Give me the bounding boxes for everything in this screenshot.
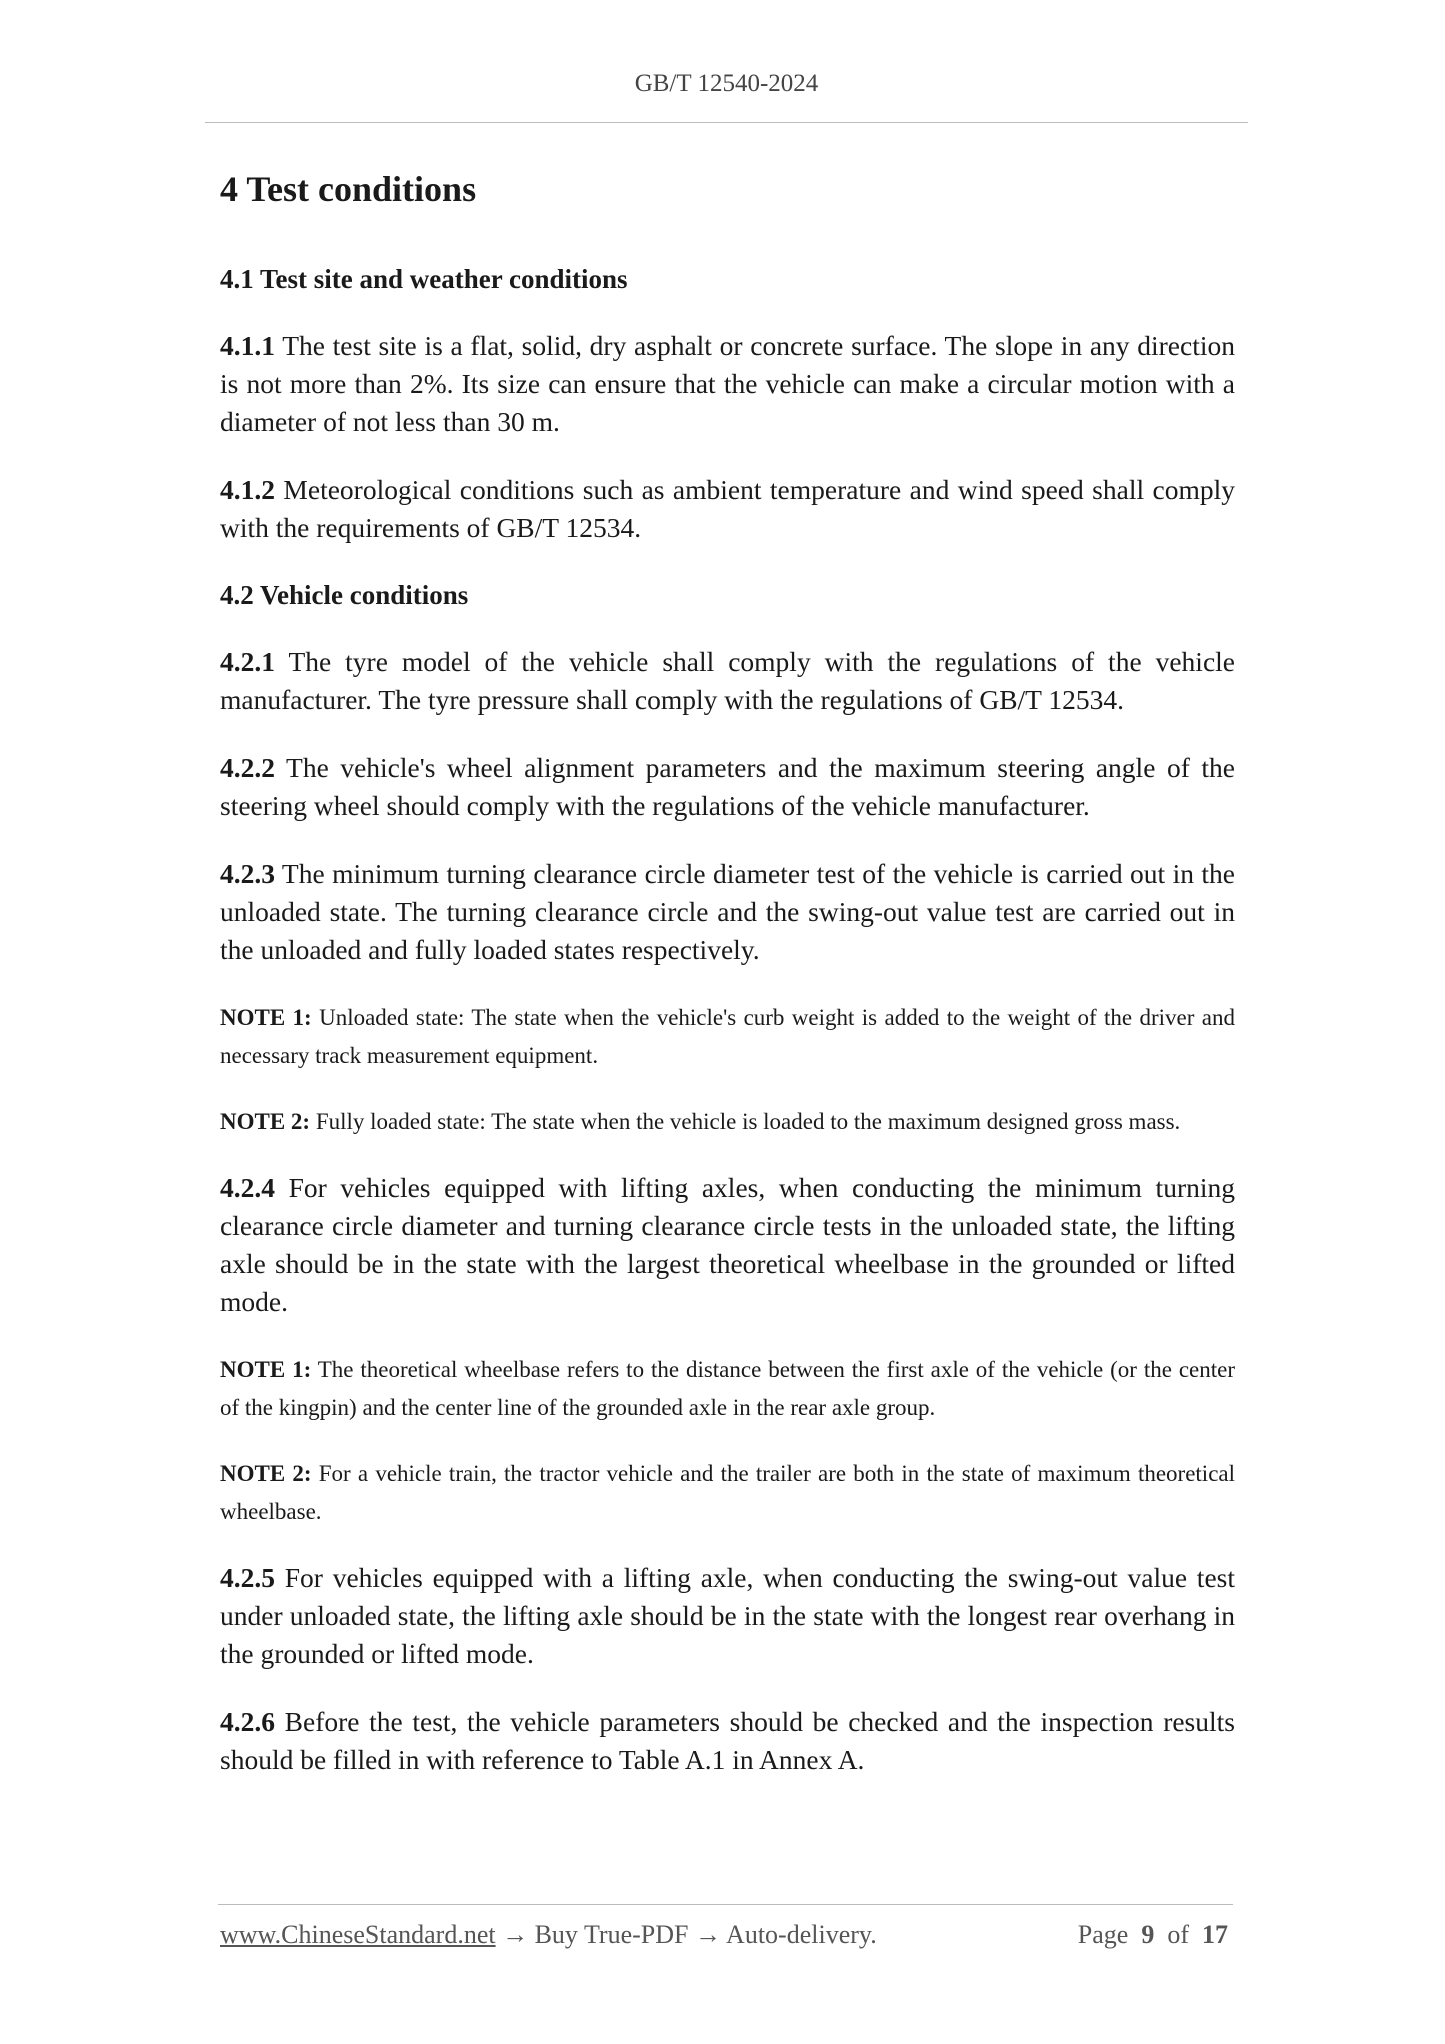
clause-number: 4.2.5: [220, 1561, 275, 1593]
clause-text: For vehicles equipped with a lifting axle, when conducting the swing-out value test under unloaded state, the lifting axle should be in the state with the longest rear overhang in the grounded or lifted mode.: [220, 1561, 1235, 1669]
clause-4-1-2: [220, 471, 1235, 547]
clause-number: 4.2.2: [220, 751, 275, 783]
clause-text: The tyre model of the vehicle shall comply with the regulations of the vehicle manufacturer. The tyre pressure shall comply with the regulations of GB/T 12534.: [220, 645, 1235, 715]
header-divider: [205, 122, 1248, 123]
clause-4-2-2: [220, 749, 1235, 825]
clause-number: 4.2.1: [220, 645, 275, 677]
clause-number: 4.2.4: [220, 1171, 275, 1203]
note-text: Unloaded state: The state when the vehicle's curb weight is added to the weight of the driver and necessary track measurement equipment.: [220, 1004, 1235, 1068]
clause-text: The minimum turning clearance circle diameter test of the vehicle is carried out in the unloaded state. The turning clearance circle and the swing-out value test are carried out in the unloaded and fully loaded states respectively.: [220, 857, 1235, 965]
clause-4-2-6: [220, 1703, 1235, 1779]
note-4-2-3-2: [220, 1103, 1235, 1141]
note-text: For a vehicle train, the tractor vehicle and the trailer are both in the state of maximum theoretical wheelbase.: [220, 1460, 1235, 1524]
document-body: [220, 168, 1235, 1809]
clause-4-2-1: [220, 643, 1235, 719]
footer-left: [220, 1920, 877, 1950]
subsection-title-4-2: 4.2 Vehicle conditions: [220, 579, 469, 610]
footer-divider: [218, 1904, 1233, 1905]
note-label: NOTE 2:: [220, 1460, 312, 1486]
subsection-title-4-1: 4.1 Test site and weather conditions: [220, 264, 628, 295]
section-title: 4 Test conditions: [220, 169, 477, 209]
clause-number: 4.1.2: [220, 473, 275, 505]
page-indicator: [1078, 1920, 1228, 1950]
clause-4-2-4: [220, 1169, 1235, 1321]
page-total: 17: [1202, 1920, 1228, 1949]
clause-number: 4.2.3: [220, 857, 275, 889]
note-label: NOTE 2:: [220, 1108, 311, 1134]
page-label: Page: [1077, 1920, 1129, 1949]
note-4-2-3-1: [220, 999, 1235, 1075]
page-header: GB/T 12540-2024: [634, 70, 819, 97]
note-label: NOTE 1:: [220, 1004, 312, 1030]
clause-number: 4.1.1: [220, 329, 275, 361]
clause-4-2-3: [220, 855, 1235, 969]
note-4-2-4-2: [220, 1455, 1235, 1531]
footer-tagline: → Buy True-PDF → Auto-delivery.: [495, 1920, 877, 1949]
note-text: The theoretical wheelbase refers to the distance between the first axle of the vehicle (or the center of the kingpin) and the center line of the grounded axle in the rear axle group.: [220, 1356, 1235, 1420]
clause-text: For vehicles equipped with lifting axles, when conducting the minimum turning clearance circle diameter and turning clearance circle tests in the unloaded state, the lifting axle should be in the state with the largest theoretical wheelbase in the grounded or lifted mode.: [220, 1171, 1235, 1317]
note-text: Fully loaded state: The state when the vehicle is loaded to the maximum designed gross mass.: [310, 1108, 1181, 1134]
clause-text: Before the test, the vehicle parameters should be checked and the inspection results should be filled in with reference to Table A.1 in Annex A.: [220, 1705, 1235, 1775]
clause-text: The test site is a flat, solid, dry asphalt or concrete surface. The slope in any direction is not more than 2%. Its size can ensure that the vehicle can make a circular motion with a diameter of not less than 30 m.: [220, 329, 1235, 437]
clause-4-1-1: [220, 327, 1235, 441]
note-label: NOTE 1:: [220, 1356, 312, 1382]
clause-text: The vehicle's wheel alignment parameters and the maximum steering angle of the steering wheel should comply with the regulations of the vehicle manufacturer.: [220, 751, 1235, 821]
website-link[interactable]: www.ChineseStandard.net: [220, 1920, 496, 1949]
page-footer: [220, 1920, 1228, 1950]
note-4-2-4-1: [220, 1351, 1235, 1427]
page-of: of: [1167, 1920, 1189, 1949]
page-current: 9: [1141, 1920, 1155, 1949]
clause-text: Meteorological conditions such as ambient temperature and wind speed shall comply with the requirements of GB/T 12534.: [220, 473, 1235, 543]
clause-number: 4.2.6: [220, 1705, 275, 1737]
clause-4-2-5: [220, 1559, 1235, 1673]
